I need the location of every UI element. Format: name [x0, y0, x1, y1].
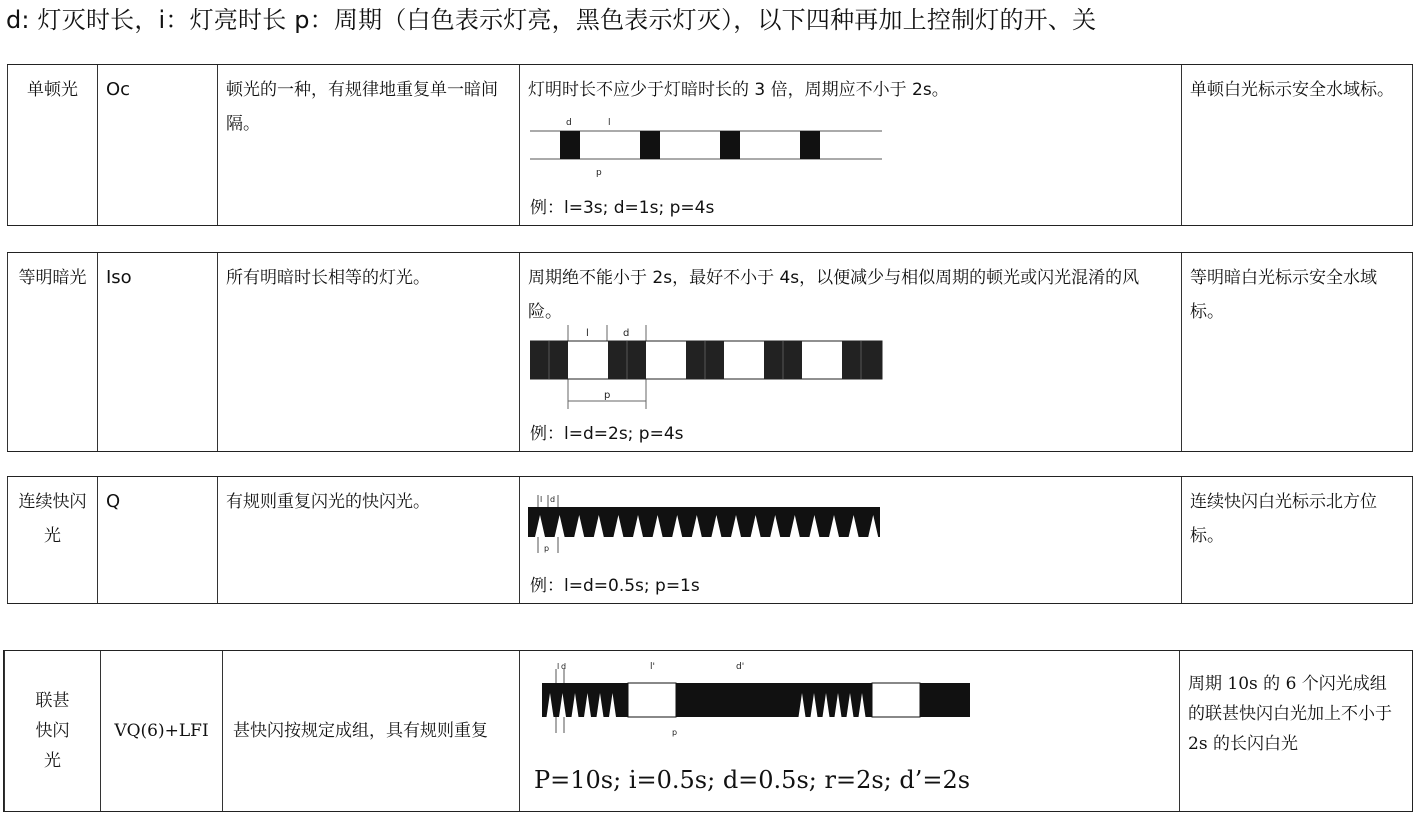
- light-code: Oc: [97, 65, 217, 225]
- light-rule: [519, 253, 1181, 451]
- light-description: 所有明暗时长相等的灯光。: [217, 253, 519, 451]
- light-code: Iso: [97, 253, 217, 451]
- light-usage-text: 周期 10s 的 6 个闪光成组的联甚快闪白光加上不小于 2s 的长闪白光: [1188, 674, 1392, 754]
- label-d: d: [550, 495, 556, 504]
- example-text: 例：l=d=0.5s; p=1s: [530, 576, 700, 596]
- timing-diagram-iso: [530, 325, 890, 415]
- label-l-prime: l': [650, 662, 655, 672]
- rule-text: 灯明时长不应少于灯暗时长的 3 倍，周期应不小于 2s。: [528, 80, 949, 100]
- light-usage: 连续快闪白光标示北方位标。: [1181, 477, 1413, 603]
- table-row-iso: [7, 252, 1413, 452]
- light-name: 单顿光: [7, 65, 97, 225]
- light-description: [222, 651, 519, 811]
- label-p: p: [604, 390, 611, 401]
- table-row-q: [7, 476, 1413, 604]
- light-usage: 单顿白光标示安全水域标。: [1181, 65, 1413, 225]
- label-p: p: [672, 728, 678, 737]
- light-code: Q: [97, 477, 217, 603]
- table-row-oc: [7, 64, 1413, 226]
- timing-diagram-vq: [542, 661, 982, 751]
- example-text: 例：l=3s; d=1s; p=4s: [530, 198, 715, 218]
- light-rule: [519, 65, 1181, 225]
- light-description-text: 甚快闪按规定成组，具有规则重复: [233, 721, 488, 741]
- light-description: 有规则重复闪光的快闪光。: [217, 477, 519, 603]
- label-l: l: [540, 495, 543, 504]
- label-l: l: [608, 118, 611, 128]
- example-text: 例：l=d=2s; p=4s: [530, 424, 684, 444]
- light-description: 顿光的一种，有规律地重复单一暗间隔。: [217, 65, 519, 225]
- page-heading: d: 灯灭时长，i：灯亮时长 p：周期（白色表示灯亮，黑色表示灯灭），以下四种再加上控制灯的开、关: [6, 6, 1097, 34]
- label-d: d: [561, 662, 567, 671]
- example-text: P=10s; i=0.5s; d=0.5s; r=2s; d’=2s: [534, 766, 971, 794]
- light-usage: [1179, 651, 1409, 811]
- label-p: p: [596, 168, 602, 178]
- light-rule: [519, 651, 1179, 811]
- label-l: l: [586, 328, 589, 339]
- label-d: d: [566, 118, 572, 128]
- label-d: d: [623, 328, 630, 339]
- light-name: 等明暗光: [7, 253, 97, 451]
- timing-diagram-q: [528, 491, 888, 561]
- label-p: p: [544, 544, 550, 553]
- timing-diagram-oc: [530, 113, 890, 183]
- label-d-prime: d': [736, 662, 745, 672]
- table-row-vq6-lfi: [3, 650, 1413, 812]
- rule-text: 周期绝不能小于 2s，最好不小于 4s，以便减少与相似周期的顿光或闪光混淆的风险。: [528, 268, 1140, 322]
- light-code: VQ(6)+LFI: [100, 651, 222, 811]
- light-name: 连续快闪光: [7, 477, 97, 603]
- light-usage: 等明暗白光标示安全水域标。: [1181, 253, 1413, 451]
- label-l: l: [557, 662, 560, 671]
- light-name-text: 联甚快闪光: [35, 691, 70, 771]
- light-name: [4, 651, 100, 811]
- light-rule: [519, 477, 1181, 603]
